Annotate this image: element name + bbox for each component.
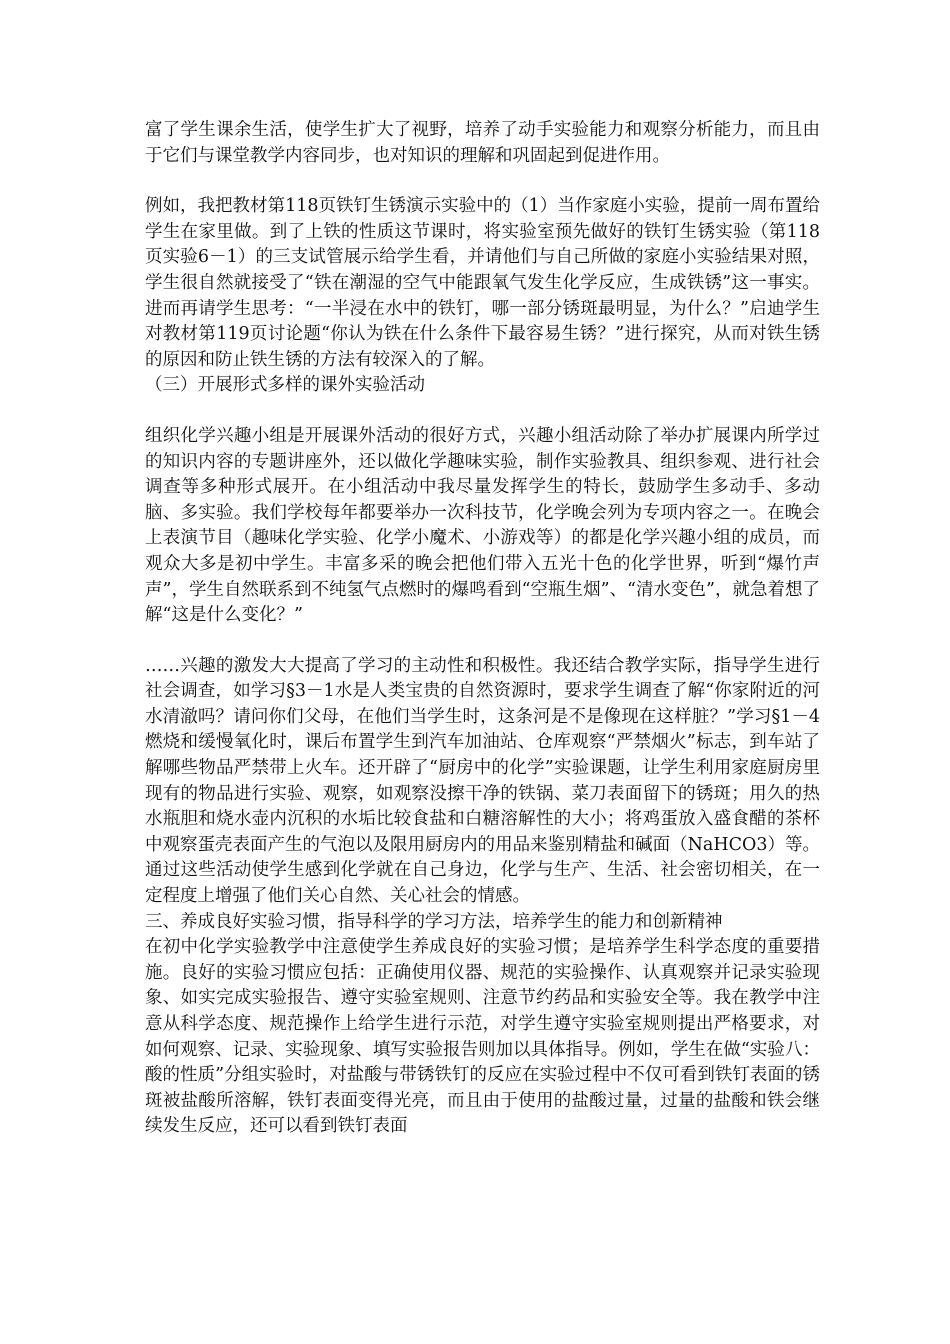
document-page <box>145 118 820 1140</box>
paragraph-chemistry-club: 组织化学兴趣小组是开展课外活动的很好方式，兴趣小组活动除了举办扩展课内所学过的知识内容的专题讲座外，还以做化学趣味实验，制作实验教具、组织参观、进行社会调查等多种形式展开。在小组活动中我尽量发挥学生的特长，鼓励学生多动手、多动脑、多实验。我们学校每年都要举办一次科技节，化学晚会列为专项内容之一。在晚会上表演节目（趣味化学实验、化学小魔术、小游戏等）的都是化学兴趣小组的成员，而观众大多是初中学生。丰富多采的晚会把他们带入五光十色的化学世界，听到“爆竹声声”，学生自然联系到不纯氢气点燃时的爆鸣看到“空瓶生烟”、“清水变色”，就急着想了解“这是什么变化？” <box>145 425 820 626</box>
paragraph-intro: 富了学生课余生活，使学生扩大了视野，培养了动手实验能力和观察分析能力，而且由于它们与课堂教学内容同步，也对知识的理解和巩固起到促进作用。 <box>145 120 820 166</box>
paragraph-lab-habits: 在初中化学实验教学中注意使学生养成良好的实验习惯；是培养学生科学态度的重要措施。良好的实验习惯应包括：正确使用仪器、规范的实验操作、认真观察并记录实验现象、如实完成实验报告、遵守实验室规则、注意节约药品和实验安全等。我在教学中注意从科学态度、规范操作上给学生进行示范，对学生遵守实验室规则提出严格要求，对如何观察、记录、实验现象、填写实验报告则加以具体指导。例如，学生在做“实验八：酸的性质”分组实验时，对盐酸与带锈铁钉的反应在实验过程中不仅可看到铁钉表面的锈斑被盐酸所溶解，铁钉表面变得光亮，而且由于使用的盐酸过量，过量的盐酸和铁会继续发生反应，还可以看到铁钉表面 <box>145 937 820 1137</box>
section-heading-extracurricular: （三）开展形式多样的课外实验活动 <box>145 375 425 396</box>
paragraph-iron-rust-example: 例如，我把教材第118页铁钉生锈演示实验中的（1）当作家庭小实验，提前一周布置给学生在家里做。到了上铁的性质这节课时，将实验室预先做好的铁钉生锈实验（第118页实验6－1）的三支试管展示给学生看，并请他们与自己所做的家庭小实验结果对照，学生很自然就接受了“铁在潮湿的空气中能跟氧气发生化学反应，生成铁锈”这一事实。进而再请学生思考：“一半浸在水中的铁钉，哪一部分锈斑最明显，为什么？”启迪学生对教材第119页讨论题“你认为铁在什么条件下最容易生锈？”进行探究，从而对铁生锈的原因和防止铁生锈的方法有较深入的了解。 <box>145 196 820 370</box>
section-heading-lab-habits: 三、养成良好实验习惯，指导科学的学习方法，培养学生的能力和创新精神 <box>145 911 723 932</box>
paragraph-interest-stimulation: ……兴趣的激发大大提高了学习的主动性和积极性。我还结合教学实际，指导学生进行社会调查，如学习§3－1水是人类宝贵的自然资源时，要求学生调查了解“你家附近的河水清澈吗？请问你们父母，在他们当学生时，这条河是不是像现在这样脏？”学习§1－4燃烧和缓慢氧化时，课后布置学生到汽车加油站、仓库观察“严禁烟火”标志，到车站了解哪些物品严禁带上火车。还开辟了“厨房中的化学”实验课题，让学生利用家庭厨房里现有的物品进行实验、观察，如观察没擦干净的铁锅、菜刀表面留下的锈斑；用久的热水瓶胆和烧水壶内沉积的水垢比较食盐和白糖溶解性的大小；将鸡蛋放入盛食醋的茶杯中观察蛋壳表面产生的气泡以及限用厨房内的用品来鉴别精盐和碱面（NaHCO3）等。通过这些活动使学生感到化学就在自己身边，化学与生产、生活、社会密切相关，在一定程度上增强了他们关心自然、关心社会的情感。 <box>145 655 820 907</box>
